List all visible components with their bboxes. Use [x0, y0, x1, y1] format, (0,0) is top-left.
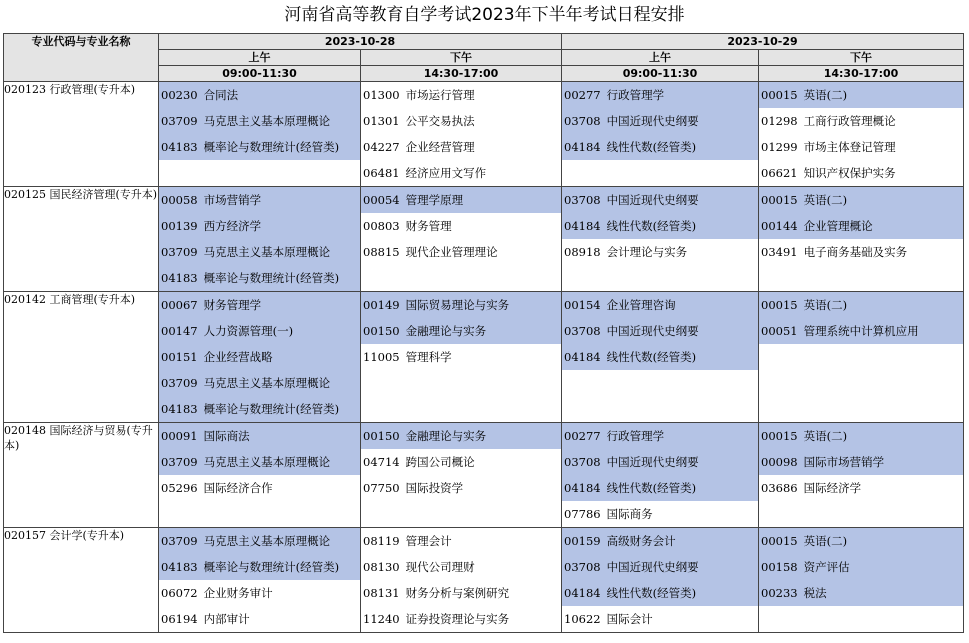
course-code: 04183	[161, 271, 198, 285]
course-item	[159, 265, 360, 291]
major-row	[4, 528, 964, 633]
course-code: 10622	[564, 612, 601, 626]
header-session-label: 下午	[361, 50, 562, 66]
session-cell	[759, 187, 964, 292]
session-cell	[562, 292, 759, 423]
exam-schedule-table	[3, 33, 964, 633]
course-name: 高级财务会计	[606, 534, 676, 548]
header-session-time: 09:00-11:30	[562, 66, 759, 82]
course-code: 07750	[363, 481, 400, 495]
course-name: 英语(二)	[803, 298, 848, 312]
course-item	[361, 239, 561, 265]
course-name: 工商行政管理概论	[803, 114, 896, 128]
course-item	[159, 528, 360, 554]
course-item	[759, 475, 963, 501]
course-item	[759, 580, 963, 606]
session-cell	[361, 82, 562, 187]
course-name: 企业管理咨询	[606, 298, 676, 312]
course-item	[562, 449, 758, 475]
course-name: 管理学原理	[405, 193, 464, 207]
course-name: 国际投资学	[405, 481, 464, 495]
course-name: 市场运行管理	[405, 88, 475, 102]
course-code: 00150	[363, 324, 400, 338]
course-code: 04714	[363, 455, 400, 469]
major-name: 020142 工商管理(专升本)	[4, 292, 159, 423]
schedule-body	[4, 82, 964, 633]
session-cell	[759, 82, 964, 187]
course-item	[759, 187, 963, 213]
course-code: 01301	[363, 114, 400, 128]
course-name: 概率论与数理统计(经管类)	[203, 402, 340, 416]
course-code: 00015	[761, 298, 798, 312]
course-name: 资产评估	[803, 560, 850, 574]
course-item	[759, 554, 963, 580]
course-code: 08131	[363, 586, 400, 600]
course-item	[159, 344, 360, 370]
course-item	[361, 187, 561, 213]
course-item	[361, 344, 561, 370]
course-code: 00015	[761, 88, 798, 102]
header-session-label: 上午	[562, 50, 759, 66]
session-cell	[361, 292, 562, 423]
course-code: 06072	[161, 586, 198, 600]
major-name: 020125 国民经济管理(专升本)	[4, 187, 159, 292]
course-name: 市场营销学	[203, 193, 262, 207]
course-name: 马克思主义基本原理概论	[203, 534, 331, 548]
course-item	[361, 606, 561, 632]
course-name: 金融理论与实务	[405, 429, 487, 443]
course-name: 会计理论与实务	[606, 245, 688, 259]
course-item	[759, 134, 963, 160]
header-session-time: 14:30-17:00	[759, 66, 964, 82]
session-cell	[159, 528, 361, 633]
course-item	[159, 423, 360, 449]
course-code: 00015	[761, 193, 798, 207]
course-code: 04183	[161, 560, 198, 574]
session-cell	[159, 82, 361, 187]
course-item	[361, 528, 561, 554]
course-code: 01300	[363, 88, 400, 102]
course-name: 企业财务审计	[203, 586, 273, 600]
course-code: 05296	[161, 481, 198, 495]
course-item	[759, 213, 963, 239]
course-code: 11005	[363, 350, 400, 364]
course-code: 00803	[363, 219, 400, 233]
course-code: 00058	[161, 193, 198, 207]
course-name: 英语(二)	[803, 534, 848, 548]
course-code: 03709	[161, 114, 198, 128]
course-code: 03709	[161, 455, 198, 469]
header-date-1: 2023-10-28	[159, 34, 562, 50]
course-name: 管理会计	[405, 534, 452, 548]
course-code: 08918	[564, 245, 601, 259]
session-cell	[361, 187, 562, 292]
course-name: 经济应用文写作	[405, 166, 487, 180]
course-item	[361, 449, 561, 475]
course-code: 00067	[161, 298, 198, 312]
course-code: 04184	[564, 350, 601, 364]
course-code: 04184	[564, 219, 601, 233]
course-code: 04184	[564, 140, 601, 154]
course-name: 国际市场营销学	[803, 455, 885, 469]
session-cell	[159, 423, 361, 528]
course-name: 国际经济合作	[203, 481, 273, 495]
course-name: 内部审计	[203, 612, 250, 626]
course-code: 03491	[761, 245, 798, 259]
session-cell	[562, 82, 759, 187]
session-cell	[159, 292, 361, 423]
course-name: 电子商务基础及实务	[803, 245, 908, 259]
course-item	[159, 239, 360, 265]
course-code: 06621	[761, 166, 798, 180]
course-name: 马克思主义基本原理概论	[203, 114, 331, 128]
course-item	[562, 239, 758, 265]
major-row	[4, 423, 964, 528]
course-name: 马克思主义基本原理概论	[203, 455, 331, 469]
course-code: 03708	[564, 455, 601, 469]
course-name: 马克思主义基本原理概论	[203, 245, 331, 259]
course-name: 中国近现代史纲要	[606, 193, 699, 207]
session-cell	[562, 187, 759, 292]
course-item	[562, 501, 758, 527]
course-name: 财务管理学	[203, 298, 262, 312]
course-name: 概率论与数理统计(经管类)	[203, 560, 340, 574]
header-date-2: 2023-10-29	[562, 34, 964, 50]
course-name: 跨国公司概论	[405, 455, 475, 469]
course-item	[562, 318, 758, 344]
course-code: 03708	[564, 193, 601, 207]
course-item	[159, 449, 360, 475]
session-cell	[759, 423, 964, 528]
course-code: 08119	[363, 534, 400, 548]
course-code: 04183	[161, 402, 198, 416]
course-name: 市场主体登记管理	[803, 140, 896, 154]
major-row	[4, 187, 964, 292]
course-item	[159, 134, 360, 160]
course-item	[562, 292, 758, 318]
course-item	[759, 160, 963, 186]
course-name: 英语(二)	[803, 193, 848, 207]
course-item	[759, 239, 963, 265]
course-name: 行政管理学	[606, 429, 665, 443]
course-name: 概率论与数理统计(经管类)	[203, 271, 340, 285]
course-item	[562, 606, 758, 632]
session-cell	[361, 528, 562, 633]
course-item	[361, 108, 561, 134]
course-name: 金融理论与实务	[405, 324, 487, 338]
course-item	[361, 318, 561, 344]
course-name: 企业经营管理	[405, 140, 475, 154]
course-item	[159, 580, 360, 606]
course-item	[562, 134, 758, 160]
course-item	[159, 554, 360, 580]
course-code: 01298	[761, 114, 798, 128]
course-name: 马克思主义基本原理概论	[203, 376, 331, 390]
course-name: 现代企业管理理论	[405, 245, 498, 259]
course-code: 03708	[564, 560, 601, 574]
course-item	[759, 528, 963, 554]
header-major: 专业代码与专业名称	[4, 34, 159, 82]
course-name: 线性代数(经管类)	[606, 586, 697, 600]
course-item	[361, 423, 561, 449]
course-code: 00144	[761, 219, 798, 233]
course-name: 企业管理概论	[803, 219, 873, 233]
course-name: 概率论与数理统计(经管类)	[203, 140, 340, 154]
course-item	[562, 213, 758, 239]
course-code: 04227	[363, 140, 400, 154]
course-item	[562, 475, 758, 501]
course-name: 行政管理学	[606, 88, 665, 102]
course-item	[759, 82, 963, 108]
course-code: 04184	[564, 481, 601, 495]
course-item	[361, 292, 561, 318]
course-name: 线性代数(经管类)	[606, 219, 697, 233]
course-item	[159, 187, 360, 213]
course-code: 04183	[161, 140, 198, 154]
course-code: 00154	[564, 298, 601, 312]
course-code: 11240	[363, 612, 400, 626]
course-code: 00151	[161, 350, 198, 364]
course-item	[562, 108, 758, 134]
course-item	[159, 606, 360, 632]
course-item	[361, 580, 561, 606]
course-name: 税法	[803, 586, 827, 600]
course-name: 英语(二)	[803, 88, 848, 102]
course-item	[759, 423, 963, 449]
course-item	[361, 213, 561, 239]
course-code: 07786	[564, 507, 601, 521]
course-item	[562, 187, 758, 213]
course-name: 财务管理	[405, 219, 452, 233]
header-session-label: 上午	[159, 50, 361, 66]
major-name: 020157 会计学(专升本)	[4, 528, 159, 633]
course-code: 06481	[363, 166, 400, 180]
course-code: 00150	[363, 429, 400, 443]
course-item	[361, 160, 561, 186]
course-code: 03686	[761, 481, 798, 495]
course-code: 00233	[761, 586, 798, 600]
course-item	[159, 396, 360, 422]
course-name: 合同法	[203, 88, 239, 102]
course-code: 03709	[161, 534, 198, 548]
course-code: 00054	[363, 193, 400, 207]
course-item	[159, 292, 360, 318]
course-item	[759, 318, 963, 344]
course-item	[759, 292, 963, 318]
course-name: 线性代数(经管类)	[606, 481, 697, 495]
course-name: 国际贸易理论与实务	[405, 298, 510, 312]
course-item	[562, 580, 758, 606]
course-name: 国际经济学	[803, 481, 862, 495]
course-name: 中国近现代史纲要	[606, 560, 699, 574]
course-name: 中国近现代史纲要	[606, 455, 699, 469]
course-code: 08815	[363, 245, 400, 259]
course-name: 现代公司理财	[405, 560, 475, 574]
course-code: 03709	[161, 245, 198, 259]
course-code: 00015	[761, 429, 798, 443]
course-code: 00051	[761, 324, 798, 338]
course-name: 知识产权保护实务	[803, 166, 896, 180]
page-title: 河南省高等教育自学考试2023年下半年考试日程安排	[284, 5, 685, 25]
course-item	[159, 318, 360, 344]
course-item	[159, 213, 360, 239]
course-code: 00015	[761, 534, 798, 548]
session-cell	[759, 292, 964, 423]
course-item	[361, 554, 561, 580]
session-cell	[759, 528, 964, 633]
course-name: 人力资源管理(一)	[203, 324, 294, 338]
course-item	[759, 108, 963, 134]
course-name: 证券投资理论与实务	[405, 612, 510, 626]
course-item	[562, 554, 758, 580]
course-name: 财务分析与案例研究	[405, 586, 510, 600]
course-code: 00098	[761, 455, 798, 469]
course-code: 01299	[761, 140, 798, 154]
session-cell	[562, 528, 759, 633]
course-code: 00158	[761, 560, 798, 574]
header-session-time: 09:00-11:30	[159, 66, 361, 82]
course-code: 00159	[564, 534, 601, 548]
course-item	[361, 475, 561, 501]
course-code: 00149	[363, 298, 400, 312]
course-name: 企业经营战略	[203, 350, 273, 364]
course-item	[562, 344, 758, 370]
course-code: 00277	[564, 429, 601, 443]
major-name: 020148 国际经济与贸易(专升本)	[4, 423, 159, 528]
course-item	[361, 134, 561, 160]
course-item	[562, 82, 758, 108]
course-code: 06194	[161, 612, 198, 626]
session-cell	[159, 187, 361, 292]
course-name: 管理系统中计算机应用	[803, 324, 919, 338]
course-item	[159, 370, 360, 396]
major-row	[4, 82, 964, 187]
course-code: 00277	[564, 88, 601, 102]
course-name: 中国近现代史纲要	[606, 324, 699, 338]
session-cell	[562, 423, 759, 528]
course-code: 00147	[161, 324, 198, 338]
course-item	[562, 528, 758, 554]
course-name: 英语(二)	[803, 429, 848, 443]
course-item	[361, 82, 561, 108]
course-name: 线性代数(经管类)	[606, 140, 697, 154]
header-session-time: 14:30-17:00	[361, 66, 562, 82]
course-name: 国际商法	[203, 429, 250, 443]
course-name: 公平交易执法	[405, 114, 475, 128]
course-item	[159, 82, 360, 108]
course-item	[562, 423, 758, 449]
course-code: 03708	[564, 114, 601, 128]
course-item	[759, 449, 963, 475]
course-name: 中国近现代史纲要	[606, 114, 699, 128]
course-name: 西方经济学	[203, 219, 262, 233]
major-name: 020123 行政管理(专升本)	[4, 82, 159, 187]
course-code: 04184	[564, 586, 601, 600]
course-name: 管理科学	[405, 350, 452, 364]
course-name: 国际商务	[606, 507, 653, 521]
major-row	[4, 292, 964, 423]
course-code: 03708	[564, 324, 601, 338]
course-name: 线性代数(经管类)	[606, 350, 697, 364]
course-item	[159, 475, 360, 501]
course-name: 国际会计	[606, 612, 653, 626]
course-code: 00230	[161, 88, 198, 102]
course-item	[159, 108, 360, 134]
course-code: 03709	[161, 376, 198, 390]
course-code: 00091	[161, 429, 198, 443]
header-session-label: 下午	[759, 50, 964, 66]
course-code: 00139	[161, 219, 198, 233]
session-cell	[361, 423, 562, 528]
course-code: 08130	[363, 560, 400, 574]
